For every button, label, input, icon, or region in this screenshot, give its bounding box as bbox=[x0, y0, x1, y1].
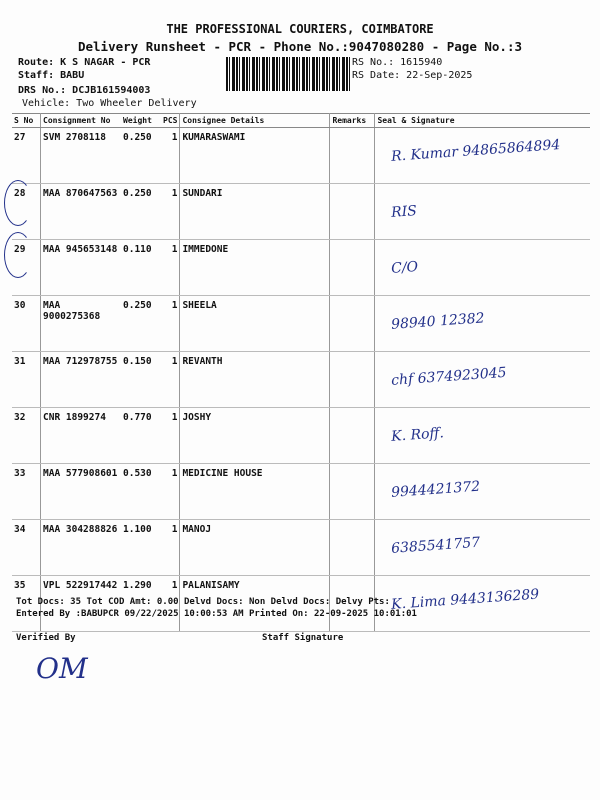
cell-sno: 33 bbox=[12, 464, 41, 520]
cell-weight: 0.770 bbox=[121, 408, 161, 464]
table-row bbox=[12, 240, 590, 296]
cell-pcs: 1 bbox=[161, 464, 180, 520]
table-row bbox=[12, 464, 590, 520]
runsheet-subtitle: Delivery Runsheet - PCR - Phone No.:9047080280 - Page No.:3 bbox=[77, 39, 522, 54]
cell-pcs: 1 bbox=[161, 352, 180, 408]
table-row bbox=[12, 352, 590, 408]
handwritten-signature: 9944421372 bbox=[391, 478, 482, 501]
cell-signature bbox=[375, 296, 590, 352]
cell-consignee: IMMEDONE bbox=[180, 240, 330, 296]
cell-weight: 1.100 bbox=[121, 520, 161, 576]
cell-cno: MAA 870647563 bbox=[41, 184, 122, 240]
cell-sno: 28 bbox=[12, 184, 41, 240]
cell-consignee: JOSHY bbox=[180, 408, 330, 464]
cell-sno: 29 bbox=[12, 240, 41, 296]
cell-signature bbox=[375, 464, 590, 520]
cell-consignee: SHEELA bbox=[180, 296, 330, 352]
staff: Staff: BABU bbox=[18, 70, 85, 81]
col-signature: Seal & Signature bbox=[375, 114, 590, 128]
handwritten-signature: K. Lima 9443136289 bbox=[391, 586, 541, 613]
cell-remarks bbox=[330, 296, 375, 352]
cell-remarks bbox=[330, 464, 375, 520]
handwritten-circle bbox=[4, 180, 32, 226]
cell-signature bbox=[375, 352, 590, 408]
cell-cno: SVM 2708118 bbox=[41, 128, 122, 184]
handwritten-signature: 6385541757 bbox=[391, 534, 482, 557]
col-weight: Weight bbox=[121, 114, 161, 128]
verified-by-label: Verified By bbox=[16, 633, 76, 643]
cell-remarks bbox=[330, 352, 375, 408]
drs-number: DRS No.: DCJB161594003 bbox=[18, 85, 151, 96]
col-consignee: Consignee Details bbox=[180, 114, 330, 128]
cell-pcs: 1 bbox=[161, 240, 180, 296]
cell-consignee: KUMARASWAMI bbox=[180, 128, 330, 184]
consignment-table bbox=[12, 113, 590, 632]
cell-cno: VPL 522917442 bbox=[41, 576, 122, 632]
cell-cno: MAA 577908601 bbox=[41, 464, 122, 520]
cell-pcs: 1 bbox=[161, 520, 180, 576]
cell-signature bbox=[375, 184, 590, 240]
cell-signature bbox=[375, 240, 590, 296]
cell-weight: 0.530 bbox=[121, 464, 161, 520]
cell-weight: 0.110 bbox=[121, 240, 161, 296]
cell-weight: 0.250 bbox=[121, 184, 161, 240]
cell-cno: MAA 945653148 bbox=[41, 240, 122, 296]
cell-consignee: PALANISAMY bbox=[180, 576, 330, 632]
cell-pcs: 1 bbox=[161, 576, 180, 632]
cell-pcs: 1 bbox=[161, 408, 180, 464]
company-title: THE PROFESSIONAL COURIERS, COIMBATORE bbox=[166, 22, 434, 36]
cell-remarks bbox=[330, 520, 375, 576]
cell-remarks bbox=[330, 128, 375, 184]
cell-weight: 0.250 bbox=[121, 296, 161, 352]
cell-remarks bbox=[330, 184, 375, 240]
handwritten-circle bbox=[4, 232, 32, 278]
entered-by: Entered By :BABUPCR 09/22/2025 10:00:53 AM Printed On: 22-09-2025 10:01:01 bbox=[16, 609, 417, 619]
rs-date: RS Date: 22-Sep-2025 bbox=[352, 70, 473, 81]
handwritten-signature: chf 6374923045 bbox=[391, 364, 508, 389]
col-remarks: Remarks bbox=[330, 114, 375, 128]
verifier-signature: OM bbox=[36, 652, 88, 685]
table-row bbox=[12, 408, 590, 464]
cell-consignee: REVANTH bbox=[180, 352, 330, 408]
totals: Tot Docs: 35 Tot COD Amt: 0.00 Delvd Docs: Non Delvd Docs: Delvy Pts: bbox=[16, 597, 390, 607]
staff-signature-label: Staff Signature bbox=[262, 633, 344, 643]
cell-signature bbox=[375, 576, 590, 632]
table-row bbox=[12, 128, 590, 184]
cell-cno: MAA 9000275368 bbox=[41, 296, 122, 352]
cell-signature bbox=[375, 408, 590, 464]
cell-remarks bbox=[330, 408, 375, 464]
handwritten-signature: K. Roff. bbox=[391, 425, 445, 445]
route: Route: K S NAGAR - PCR bbox=[18, 57, 151, 68]
handwritten-signature: R. Kumar 94865864894 bbox=[391, 137, 562, 165]
table-row bbox=[12, 296, 590, 352]
cell-sno: 27 bbox=[12, 128, 41, 184]
rs-number: RS No.: 1615940 bbox=[352, 57, 443, 68]
cell-signature bbox=[375, 128, 590, 184]
col-consignment: Consignment No bbox=[41, 114, 122, 128]
col-sno: S No bbox=[12, 114, 41, 128]
cell-cno: CNR 1899274 bbox=[41, 408, 122, 464]
barcode bbox=[226, 57, 350, 91]
cell-weight: 0.250 bbox=[121, 128, 161, 184]
cell-consignee: MANOJ bbox=[180, 520, 330, 576]
table-row bbox=[12, 184, 590, 240]
vehicle: Vehicle: Two Wheeler Delivery bbox=[22, 98, 197, 109]
cell-pcs: 1 bbox=[161, 128, 180, 184]
cell-pcs: 1 bbox=[161, 296, 180, 352]
cell-weight: 1.290 bbox=[121, 576, 161, 632]
col-pcs: PCS bbox=[161, 114, 180, 128]
cell-signature bbox=[375, 520, 590, 576]
cell-remarks bbox=[330, 240, 375, 296]
cell-sno: 31 bbox=[12, 352, 41, 408]
cell-sno: 34 bbox=[12, 520, 41, 576]
cell-sno: 32 bbox=[12, 408, 41, 464]
cell-consignee: SUNDARI bbox=[180, 184, 330, 240]
handwritten-signature: C/O bbox=[391, 258, 420, 277]
cell-weight: 0.150 bbox=[121, 352, 161, 408]
cell-cno: MAA 712978755 bbox=[41, 352, 122, 408]
cell-cno: MAA 304288826 bbox=[41, 520, 122, 576]
cell-consignee: MEDICINE HOUSE bbox=[180, 464, 330, 520]
handwritten-signature: RIS bbox=[391, 203, 418, 221]
table-row bbox=[12, 520, 590, 576]
cell-pcs: 1 bbox=[161, 184, 180, 240]
cell-sno: 35 bbox=[12, 576, 41, 632]
cell-sno: 30 bbox=[12, 296, 41, 352]
handwritten-signature: 98940 12382 bbox=[391, 310, 486, 333]
